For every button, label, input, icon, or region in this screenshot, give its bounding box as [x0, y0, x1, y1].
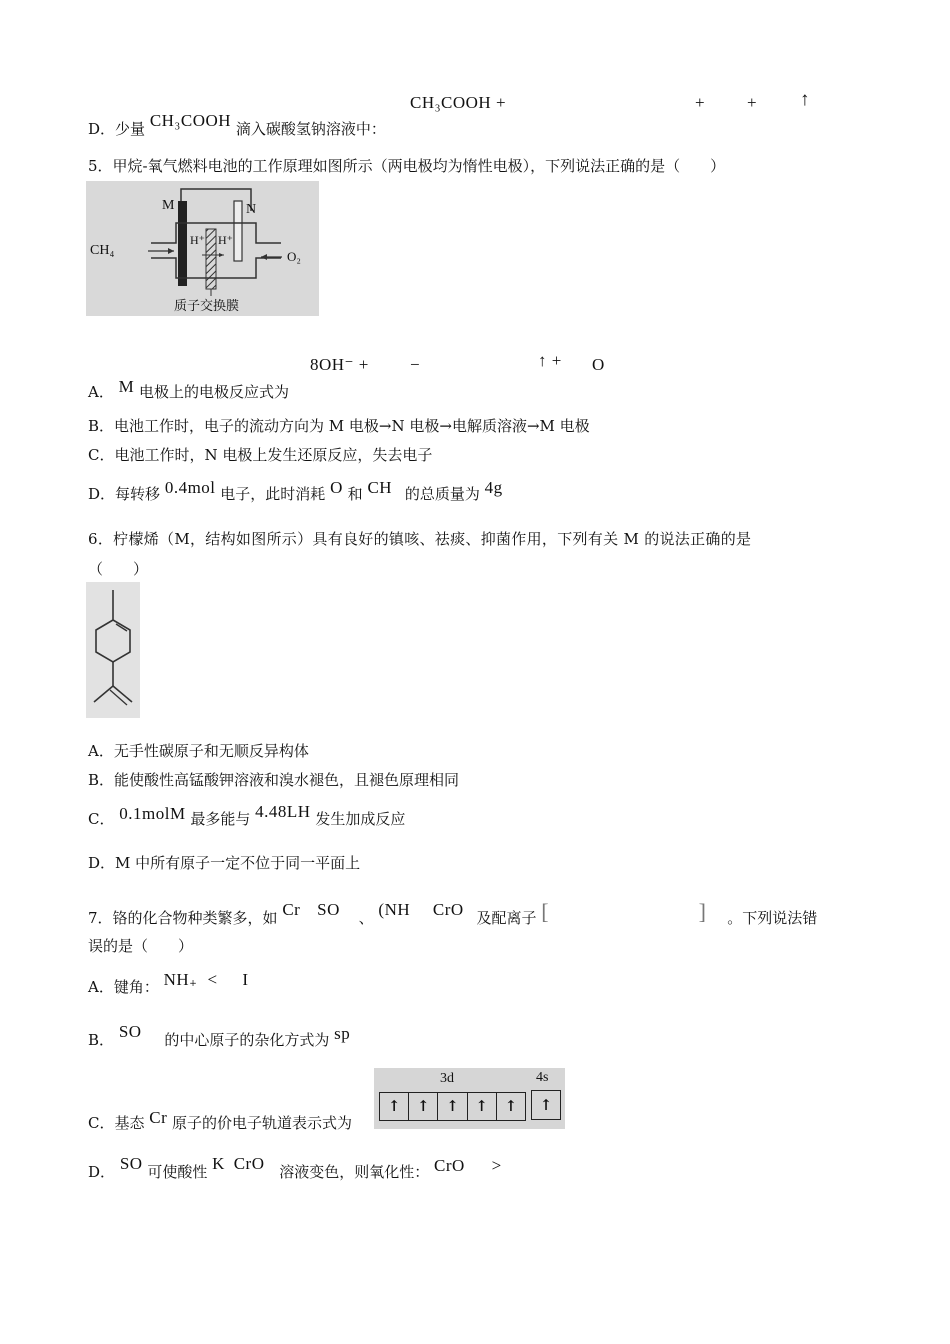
q7-stem-prefix: 7．铬的化合物种类繁多，如 — [88, 909, 278, 927]
q7-option-a — [88, 970, 249, 997]
q7-d-cr: Cr — [233, 1154, 252, 1173]
q5-d-mid: 电子，此时消耗 — [220, 485, 326, 503]
q6-option-a: A．无手性碳原子和无顺反异构体 — [88, 742, 309, 760]
q4d-equation — [410, 89, 810, 113]
q5-a-text: 电极上的电极反应式为 — [139, 383, 290, 401]
q7-c-prefix: C．基态 — [88, 1114, 145, 1132]
label-m: M — [162, 198, 175, 213]
q7-d-cro: Cr — [434, 1156, 453, 1175]
q5-d-prefix: D．每转移 — [88, 485, 161, 503]
q7-ion-text: 及配离子 — [476, 909, 537, 927]
q5-option-c: C．电池工作时，N 电极上发生还原反应，失去电子 — [88, 446, 433, 464]
q5-d-val: 0.4mol — [164, 478, 216, 497]
q7-option-c — [88, 1108, 353, 1133]
q5-option-b: B．电池工作时，电子的流动方向为 M 电极→N 电极→电解质溶液→M 电极 — [88, 417, 590, 435]
orbital-label-4s: 4s — [536, 1070, 549, 1085]
q5-eq-left: 8OH⁻ + — [310, 355, 369, 374]
q7-so: SO — [317, 900, 340, 919]
q4d-option — [88, 111, 386, 139]
left-bracket: [ — [541, 899, 550, 924]
fuel-cell-diagram — [86, 181, 319, 316]
q4d-eq-plus1: + — [695, 93, 706, 112]
q7-d-prefix: D． — [88, 1163, 116, 1181]
q7-c-text: 原子的价电子轨道表示式为 — [172, 1114, 353, 1132]
q6-stem: 6．柠檬烯（M，结构如图所示）具有良好的镇咳、祛痰、抑菌作用，下列有关 M 的说法正确的是 — [88, 530, 752, 548]
q7-d-o: O — [251, 1154, 265, 1173]
q7-d-gt: > — [491, 1156, 502, 1175]
limonene-svg — [86, 582, 140, 718]
q5-d-o2: O — [330, 478, 343, 497]
orbital-4s-box: ↑ — [531, 1090, 561, 1120]
label-h2: H⁺ — [218, 233, 233, 247]
q4d-formula: CH₃COOH — [149, 111, 232, 130]
q7-a-nh: NH — [163, 970, 190, 989]
q4d-prefix: D．少量 — [88, 120, 146, 138]
q6-c-text: 发生加成反应 — [315, 810, 406, 828]
orbital-diagram — [374, 1068, 565, 1129]
q5-d-and: 和 — [347, 485, 363, 503]
q7-d-mid: 可使酸性 — [147, 1163, 208, 1181]
q7-option-d — [88, 1154, 502, 1182]
q7-cro: Cr — [432, 900, 451, 919]
label-n: N — [246, 202, 257, 217]
q5-eq-tail: ↑ + — [538, 351, 562, 370]
q7-d-text: 溶液变色，则氧化性： — [279, 1163, 430, 1181]
q4d-suffix: 滴入碳酸氢钠溶液中： — [235, 120, 386, 138]
q7-a-plus: + — [189, 979, 197, 989]
q4d-eq-plus2: + — [747, 93, 758, 112]
label-o2: O₂ — [287, 249, 301, 264]
label-ch4: CH₄ — [90, 243, 115, 258]
q7-option-b — [88, 1022, 351, 1050]
q7-b-prefix: B． — [88, 1031, 115, 1049]
q7-stem-tail: 。下列说法错 — [727, 909, 818, 927]
q5-d-text: 的总质量为 — [404, 485, 480, 503]
q5-eq-o: O — [592, 355, 605, 374]
q7-a-lt: < — [207, 970, 218, 989]
orbital-label-3d: 3d — [440, 1071, 454, 1086]
q5-a-prefix: A． — [88, 383, 114, 401]
q7-cr: Cr — [282, 900, 301, 919]
orbital-3d-box: ↑ — [380, 1093, 409, 1120]
q7-a-prefix: A．键角： — [88, 978, 159, 996]
q7-d-k: K — [212, 1154, 225, 1173]
label-h1: H⁺ — [190, 233, 205, 247]
q4d-eq-left: CH₃COOH + — [410, 93, 507, 112]
q5-option-d — [88, 478, 503, 504]
q6-option-b: B．能使酸性高锰酸钾溶液和溴水褪色，且褪色原理相同 — [88, 771, 460, 789]
q6-c-prefix: C． — [88, 810, 115, 828]
q6-c-val2: 4.48LH — [255, 802, 311, 821]
q6-option-d: D．M 中所有原子一定不位于同一平面上 — [88, 854, 361, 872]
orbital-3d-box: ↑ — [468, 1093, 497, 1120]
q7-stem2: 误的是（ ） — [88, 937, 194, 955]
q6-c-mid: 最多能与 — [190, 810, 251, 828]
q4d-eq-arrow: ↑ — [800, 89, 810, 110]
orbital-3d-box: ↑ — [504, 1097, 518, 1115]
q6-option-c — [88, 802, 406, 829]
q5-eq-minus: − — [410, 355, 421, 374]
limonene-structure — [86, 582, 140, 718]
q6-c-val: 0.1molM — [119, 804, 186, 823]
label-membrane: 质子交换膜 — [174, 299, 240, 314]
q7-b-sp: sp — [334, 1024, 351, 1043]
q7-stem — [88, 899, 818, 929]
orbital-3d-boxes — [379, 1092, 526, 1121]
orbital-3d-box: ↑ — [409, 1093, 438, 1120]
q7-cro-o: O — [450, 900, 464, 919]
q7-d-so: SO — [119, 1154, 143, 1173]
q5-option-a — [88, 377, 290, 402]
orbital-3d-box: ↑ — [438, 1093, 467, 1120]
q7-b-text: 的中心原子的杂化方式为 — [164, 1031, 330, 1049]
q5-stem: 5．甲烷-氧气燃料电池的工作原理如图所示（两电极均为惰性电极），下列说法正确的是（ ） — [88, 157, 726, 175]
q6-stem2: （ ） — [88, 560, 149, 578]
q7-d-cro-o: O — [452, 1156, 465, 1175]
q5-d-ch: CH — [367, 478, 393, 497]
q5-d-mass: 4g — [484, 478, 503, 497]
q7-sep: 、 — [358, 909, 374, 927]
q7-c-cr: Cr — [149, 1108, 168, 1127]
right-bracket: ] — [698, 899, 707, 924]
q5-a-formula: M — [118, 377, 135, 396]
q7-b-so: SO — [118, 1022, 142, 1041]
q7-a-i: I — [242, 970, 249, 989]
q7-nh: (NH — [378, 900, 411, 919]
q5-a-equation — [310, 351, 605, 375]
